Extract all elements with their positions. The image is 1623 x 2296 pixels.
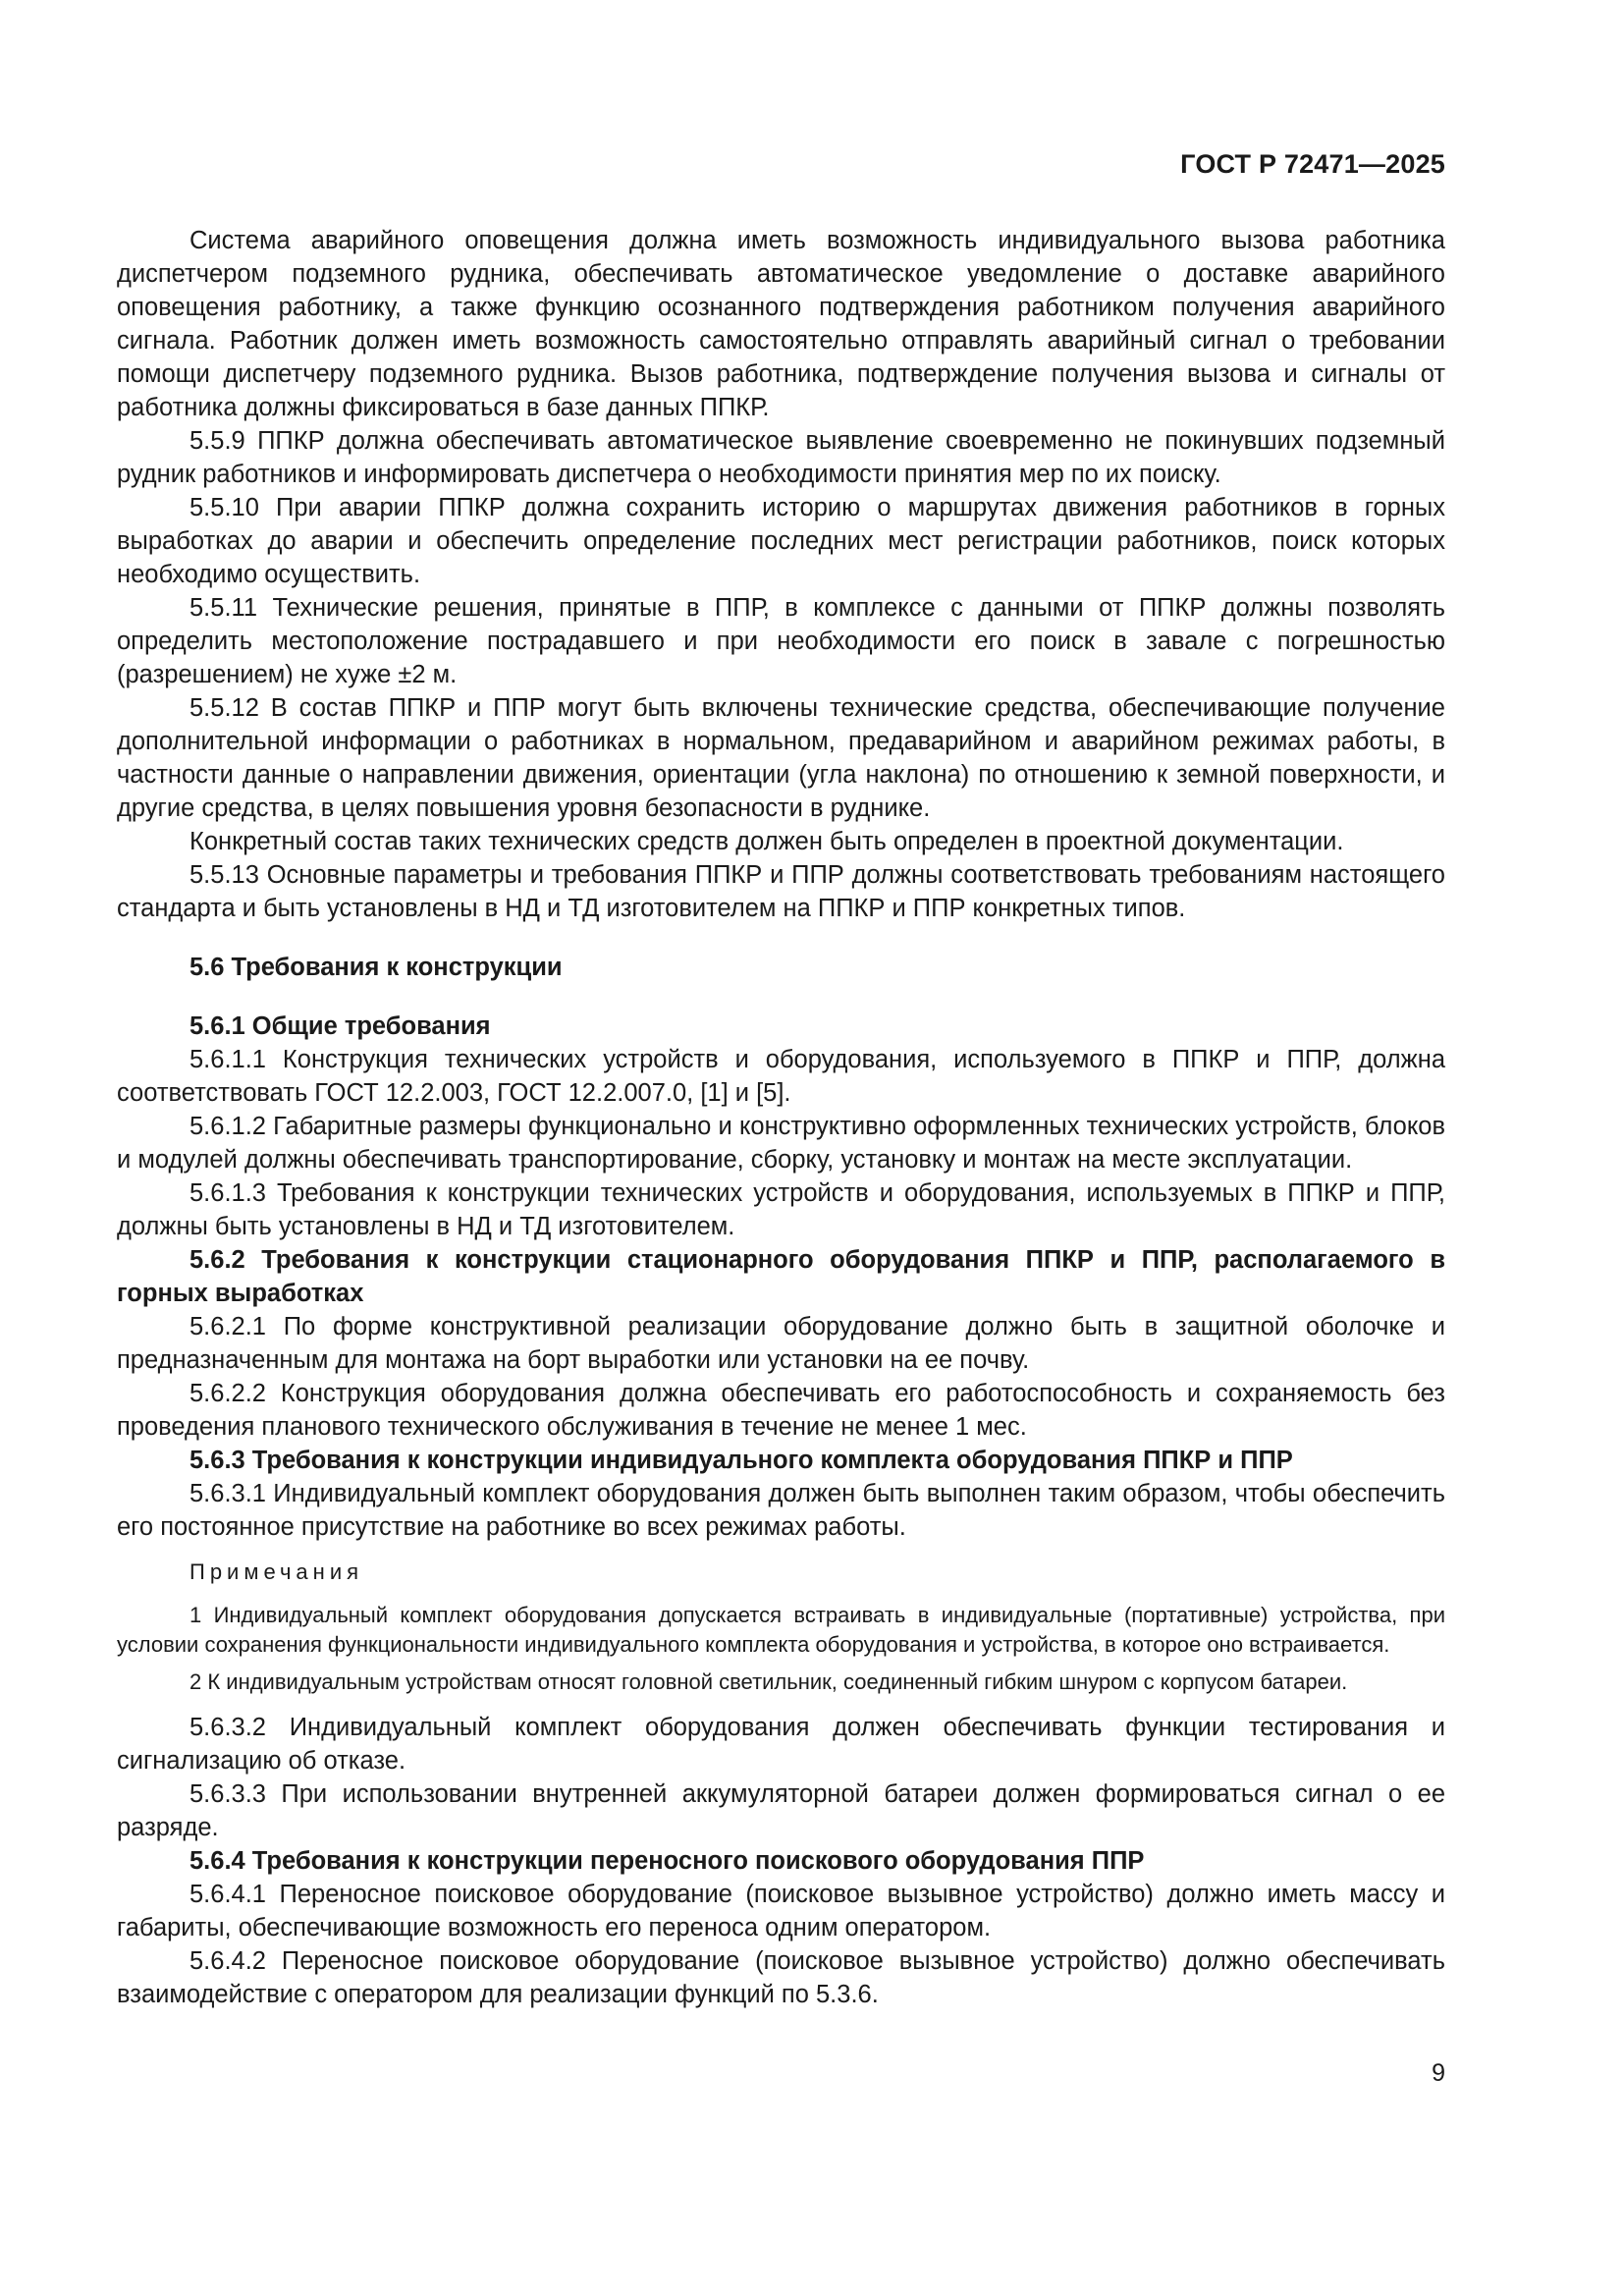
paragraph: Система аварийного оповещения должна иметь возможность индивидуального вызова работника диспетчером подземного рудника, обеспечивать автоматическое уведомление о доставке аварийного оповещения работнику, а также функцию осознанного подтверждения работником получения аварийного сигнала. Работник должен иметь возможность самостоятельно отправлять аварийный сигнал о требовании помощи диспетчеру подземного рудника. Вызов работника, подтверждение получения вызова и сигналы от работника должны фиксироваться в базе данных ППКР. [117, 227, 1445, 421]
paragraph-5-6-1-3: 5.6.1.3 Требования к конструкции технических устройств и оборудования, используемых в ППКР и ППР, должны быть установлены в НД и ТД изготовителем. [117, 1179, 1445, 1240]
page-number: 9 [1432, 2059, 1445, 2087]
note-1: 1 Индивидуальный комплект оборудования допускается встраивать в индивидуальные (портативные) устройства, при условии сохранения функциональности индивидуального комплекта оборудования и устройства, в которое оно встраивается. [117, 1603, 1445, 1657]
paragraph-5-6-4-2: 5.6.4.2 Переносное поисковое оборудование (поисковое вызывное устройство) должно обеспечивать взаимодействие с оператором для реализации функций по 5.3.6. [117, 1947, 1445, 2008]
paragraph-5-6-3-3: 5.6.3.3 При использовании внутренней аккумуляторной батареи должен формироваться сигнал о ее разряде. [117, 1780, 1445, 1841]
subsection-title-5-6-4: 5.6.4 Требования к конструкции переносного поискового оборудования ППР [189, 1847, 1145, 1875]
page-content [117, 224, 1445, 2011]
document-id-header: ГОСТ Р 72471—2025 [1180, 149, 1445, 179]
section-title-5-6: 5.6 Требования к конструкции [189, 954, 563, 981]
paragraph-5-6-1-2: 5.6.1.2 Габаритные размеры функционально и конструктивно оформленных технических устройств, блоков и модулей должны обеспечивать транспортирование, сборку, установку и монтаж на месте эксплуатации. [117, 1113, 1445, 1174]
notes-heading: Примечания [189, 1559, 364, 1584]
paragraph-5-6-3-1: 5.6.3.1 Индивидуальный комплект оборудования должен быть выполнен таким образом, чтобы обеспечить его постоянное присутствие на работнике во всех режимах работы. [117, 1480, 1445, 1541]
paragraph-5-5-9: 5.5.9 ППКР должна обеспечивать автоматическое выявление своевременно не покинувших подземный рудник работников и информировать диспетчера о необходимости принятия мер по их поиску. [117, 427, 1445, 488]
paragraph-5-6-2-1: 5.6.2.1 По форме конструктивной реализации оборудование должно быть в защитной оболочке и предназначенным для монтажа на борт выработки или установки на ее почву. [117, 1313, 1445, 1374]
paragraph-5-5-12: 5.5.12 В состав ППКР и ППР могут быть включены технические средства, обеспечивающие получение дополнительной информации о работниках в нормальном, предаварийном и аварийном режимах работы, в частности данные о направлении движения, ориентации (угла наклона) по отношению к земной поверхности, и другие средства, в целях повышения уровня безопасности в руднике. [117, 694, 1445, 822]
paragraph-5-6-2-2: 5.6.2.2 Конструкция оборудования должна обеспечивать его работоспособность и сохраняемость без проведения планового технического обслуживания в течение не менее 1 мес. [117, 1380, 1445, 1441]
subsection-title-5-6-2: 5.6.2 Требования к конструкции стационарного оборудования ППКР и ППР, располагаемого в горных выработках [117, 1246, 1445, 1307]
subsection-title-5-6-3: 5.6.3 Требования к конструкции индивидуального комплекта оборудования ППКР и ППР [189, 1447, 1293, 1474]
note-2: 2 К индивидуальным устройствам относят головной светильник, соединенный гибким шнуром с корпусом батареи. [189, 1669, 1348, 1694]
paragraph-5-5-11: 5.5.11 Технические решения, принятые в ППР, в комплексе с данными от ППКР должны позволять определить местоположение пострадавшего и при необходимости его поиск в завале с погрешностью (разрешением) не хуже ±2 м. [117, 594, 1445, 688]
paragraph-5-5-10: 5.5.10 При аварии ППКР должна сохранить историю о маршрутах движения работников в горных выработках до аварии и обеспечить определение последних мест регистрации работников, поиск которых необходимо осуществить. [117, 494, 1445, 588]
paragraph-5-6-1-1: 5.6.1.1 Конструкция технических устройств и оборудования, используемого в ППКР и ППР, должна соответствовать ГОСТ 12.2.003, ГОСТ 12.2.007.0, [1] и [5]. [117, 1046, 1445, 1107]
paragraph-5-6-4-1: 5.6.4.1 Переносное поисковое оборудование (поисковое вызывное устройство) должно иметь массу и габариты, обеспечивающие возможность его переноса одним оператором. [117, 1881, 1445, 1941]
paragraph-5-6-3-2: 5.6.3.2 Индивидуальный комплект оборудования должен обеспечивать функции тестирования и сигнализацию об отказе. [117, 1714, 1445, 1775]
paragraph: Конкретный состав таких технических средств должен быть определен в проектной документации. [189, 828, 1344, 855]
subsection-title-5-6-1: 5.6.1 Общие требования [189, 1012, 491, 1040]
paragraph-5-5-13: 5.5.13 Основные параметры и требования ППКР и ППР должны соответствовать требованиям настоящего стандарта и быть установлены в НД и ТД изготовителем на ППКР и ППР конкретных типов. [117, 861, 1445, 922]
